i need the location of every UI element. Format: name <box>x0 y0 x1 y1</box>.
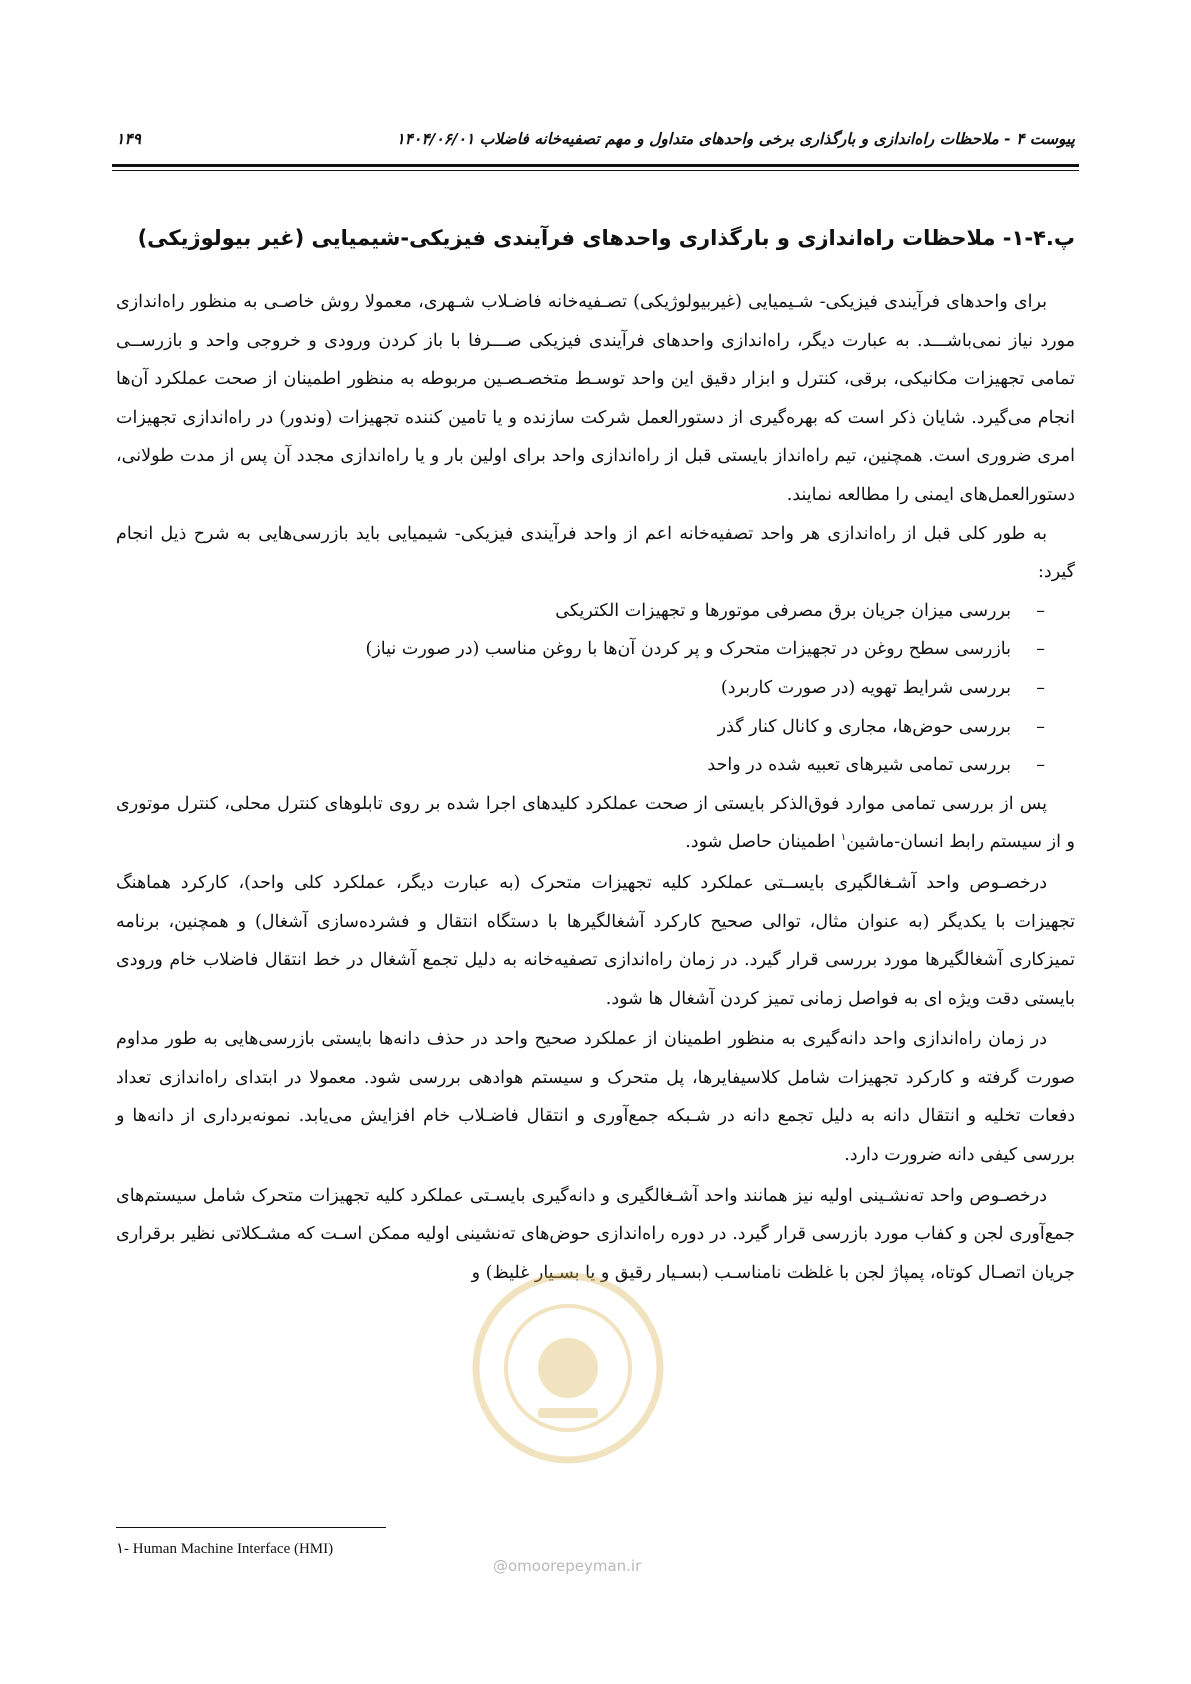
dash-bullet-icon: – <box>1036 677 1045 698</box>
paragraph-intro: برای واحدهای فرآیندی فیزیکی- شـیمیایی (غیربیولوژیکی) تصـفیه‌خانه فاضـلاب شـهری، معمولا روش خاصـی به منظور راه‌اندازی مورد نیاز نمی‌باشـــد. به عبارت دیگر، راه‌اندازی واحدهای فرآیندی فیزیکی صـــرفا با باز کردن ورودی و خروجی واحد و بازرســی تمامی تجهیزات مکانیکی، برقی، کنترل و ابزار دقیق این واحد توسـط متخصـصـین مربوطه به منظور اطمینان از صحت عملکرد آن‌ها انجام می‌گیرد. شایان ذکر است که بهره‌گیری از دستورالعمل شرکت سازنده و یا تامین کننده تجهیزات (وندور) در راه‌اندازی تجهیزات امری ضروری است. همچنین، تیم راه‌انداز بایستی قبل از راه‌اندازی واحد برای اولین بار و یا راه‌اندازی مجدد آن پس از مدت طولانی، دستورالعمل‌های ایمنی را مطالعه نمایند. <box>116 292 1075 505</box>
header-title: پیوست ۴ - ملاحظات راه‌اندازی و بارگذاری برخی واحدهای متداول و مهم تصفیه‌خانه فاضلاب ۱۴۰۴/۰۶/۰۱ <box>396 130 1075 148</box>
paragraph-screening: درخصـوص واحد آشـغالگیری بایســتی عملکرد کلیه تجهیزات متحرک (به عبارت دیگر، عملکرد کلی واحد)، کارکرد هماهنگ تجهیزات با یکدیگر (به عنوان مثال، توالی صحیح کارکرد آشغالگیرها با دستگاه انتقال و فشرده‌سازی آشغال) و همچنین، برنامه تمیزکاری آشغالگیرها مورد بررسی قرار گیرد. در زمان راه‌اندازی تصفیه‌خانه به دلیل تجمع آشغال در خط انتقال فاضلاب خام ورودی بایستی دقت ویژه ای به فواصل زمانی تمیز کردن آشغال ها شود. <box>116 872 1075 1009</box>
paragraph-inspections-lead: به طور کلی قبل از راه‌اندازی هر واحد تصفیه‌خانه اعم از واحد فرآیندی فیزیکی- شیمیایی باید بازرسی‌هایی به شرح ذیل انجام گیرد: <box>116 523 1075 583</box>
paragraph-controls-tail: اطمینان حاصل شود. <box>685 832 841 853</box>
checklist-item-text: بررسی تمامی شیرهای تعبیه شده در واحد <box>707 755 1011 776</box>
watermark-seal-icon <box>468 1268 668 1468</box>
checklist-item-text: بررسی میزان جریان برق مصرفی موتورها و تجهیزات الکتریکی <box>555 600 1011 621</box>
checklist-item <box>116 746 1045 785</box>
checklist-item <box>116 708 1045 747</box>
footnote: ۱- Human Machine Interface (HMI) <box>116 1541 334 1557</box>
header-rule-thin <box>112 170 1079 171</box>
inspection-checklist <box>116 592 1075 785</box>
footnote-reference[interactable]: ۱ <box>840 832 847 844</box>
running-header <box>116 130 1075 160</box>
dash-bullet-icon: – <box>1036 755 1045 776</box>
header-rule-thick <box>112 164 1079 167</box>
dash-bullet-icon: – <box>1036 716 1045 737</box>
paragraph-grit-removal: در زمان راه‌اندازی واحد دانه‌گیری به منظور اطمینان از عملکرد صحیح واحد در حذف دانه‌ها بایستی بازرسی‌هایی به طور مداوم صورت گرفته و کارکرد تجهیزات شامل کلاسیفایرها، پل متحرک و سیستم هوادهی بررسی شود. معمولا در ابتدای راه‌اندازی تعداد دفعات تخلیه و انتقال دانه به دلیل تجمع دانه در شـبکه جمع‌آوری و انتقال فاضـلاب خام افزایش می‌یابد. نمونه‌برداری از دانه‌ها و بررسی کیفی دانه ضرورت دارد. <box>116 1029 1075 1166</box>
paragraph-controls-check <box>116 785 1075 862</box>
checklist-item-text: بررسی حوض‌ها، مجاری و کانال کنار گذر <box>717 716 1011 737</box>
checklist-item-text: بررسی شرایط تهویه (در صورت کاربرد) <box>720 677 1011 698</box>
section-heading: پ.۴-۱- ملاحظات راه‌اندازی و بارگذاری واحدهای فرآیندی فیزیکی-شیمیایی (غیر بیولوژیکی) <box>137 226 1075 250</box>
checklist-item-text: بازرسی سطح روغن در تجهیزات متحرک و پر کردن آن‌ها با روغن مناسب (در صورت نیاز) <box>365 639 1011 660</box>
checklist-item <box>116 669 1045 708</box>
paragraph-primary-sedimentation: درخصـوص واحد ته‌نشـینی اولیه نیز همانند واحد آشـغالگیری و دانه‌گیری بایسـتی عملکرد کلیه تجهیزات متحرک شامل سیستم‌های جمع‌آوری لجن و کفاب مورد بازرسی قرار گیرد. در دوره راه‌اندازی حوض‌های ته‌نشینی اولیه ممکن اسـت که مشـکلاتی نظیر برقراری جریان اتصـال کوتاه، پمپاژ لجن با غلظت نامناسـب (بسـیار رقیق و یا بسـیار غلیظ) و <box>116 1185 1075 1283</box>
paragraph-controls-text: پس از بررسی تمامی موارد فوق‌الذکر بایستی از صحت عملکرد کلیدهای اجرا شده بر روی تابلوهای کنترل محلی، کنترل موتوری و از سیستم رابط انسان-ماشین <box>116 793 1075 853</box>
dash-bullet-icon: – <box>1036 639 1045 660</box>
body-text <box>116 283 1075 1292</box>
page-number: ۱۴۹ <box>116 130 141 148</box>
watermark-website: @omoorepeyman.ir <box>493 1557 642 1575</box>
footnote-rule <box>116 1527 386 1528</box>
dash-bullet-icon: – <box>1036 600 1045 621</box>
checklist-item <box>116 630 1045 669</box>
checklist-item <box>116 592 1045 631</box>
